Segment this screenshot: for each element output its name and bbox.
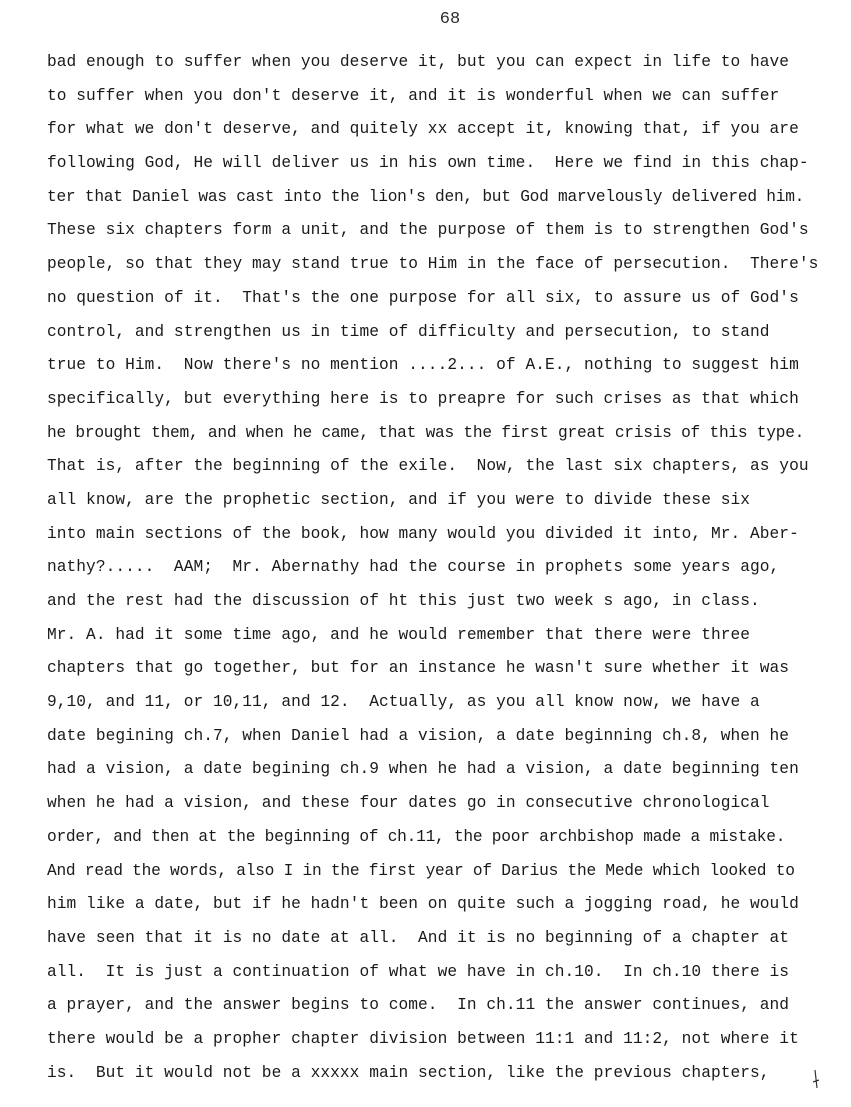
- text-line: there would be a propher chapter division between 11:1 and 11:2, not where it: [47, 1029, 799, 1048]
- text-line: That is, after the beginning of the exile. Now, the last six chapters, as you: [47, 457, 809, 476]
- text-line: Mr. A. had it some time ago, and he would remember that there were three: [47, 625, 751, 644]
- text-line: ter that Daniel was cast into the lion's den, but God marvelously delivered him.: [47, 187, 805, 206]
- text-line: for what we don't deserve, and quitely xx accept it, knowing that, if you are: [47, 120, 799, 139]
- text-line: and the rest had the discussion of ht this just two week s ago, in class.: [47, 592, 760, 610]
- body-text: [47, 46, 847, 1090]
- text-line: 9,10, and 11, or 10,11, and 12. Actually, as you all know now, we have a: [47, 693, 760, 712]
- text-line: people, so that they may stand true to Him in the face of persecution. There's: [47, 255, 819, 274]
- text-line: control, and strengthen us in time of difficulty and persecution, to stand: [47, 322, 770, 341]
- text-line: all. It is just a continuation of what we have in ch.10. In ch.10 there is: [47, 962, 790, 981]
- text-line: date begining ch.7, when Daniel had a vision, a date beginning ch.8, when he: [47, 726, 790, 745]
- text-line: order, and then at the beginning of ch.11, the poor archbishop made a mistake.: [47, 827, 786, 846]
- text-line: when he had a vision, and these four dates go in consecutive chronological: [47, 794, 770, 813]
- text-line: bad enough to suffer when you deserve it, but you can expect in life to have: [47, 53, 790, 71]
- text-line: specifically, but everything here is to preapre for such crises as that which: [47, 389, 799, 408]
- text-line: And read the words, also I in the first year of Darius the Mede which looked to: [47, 861, 795, 880]
- text-line: nathy?..... AAM; Mr. Abernathy had the course in prophets some years ago,: [47, 558, 780, 577]
- text-line: chapters that go together, but for an instance he wasn't sure whether it was: [47, 659, 790, 678]
- text-line: have seen that it is no date at all. And it is no beginning of a chapter at: [47, 928, 790, 947]
- text-line: true to Him. Now there's no mention ....2... of A.E., nothing to suggest him: [47, 356, 799, 375]
- text-line: to suffer when you don't deserve it, and it is wonderful when we can suffer: [47, 86, 780, 105]
- text-line: into main sections of the book, how many would you divided it into, Mr. Aber-: [47, 524, 799, 543]
- text-line: following God, He will deliver us in his own time. Here we find in this chap-: [47, 154, 809, 173]
- page-number: 68: [439, 10, 461, 29]
- pencil-mark-icon: [811, 1068, 825, 1092]
- text-line: is. But it would not be a xxxxx main section, like the previous chapters,: [47, 1063, 770, 1082]
- text-line: all know, are the prophetic section, and if you were to divide these six: [47, 490, 751, 509]
- text-line: a prayer, and the answer begins to come. In ch.11 the answer continues, and: [47, 996, 790, 1015]
- text-line: These six chapters form a unit, and the purpose of them is to strengthen God's: [47, 221, 809, 240]
- text-line: no question of it. That's the one purpose for all six, to assure us of God's: [47, 288, 799, 307]
- text-line: had a vision, a date begining ch.9 when he had a vision, a date beginning ten: [47, 760, 799, 779]
- text-line: him like a date, but if he hadn't been on quite such a jogging road, he would: [47, 895, 799, 914]
- text-line: he brought them, and when he came, that was the first great crisis of this type.: [47, 423, 805, 442]
